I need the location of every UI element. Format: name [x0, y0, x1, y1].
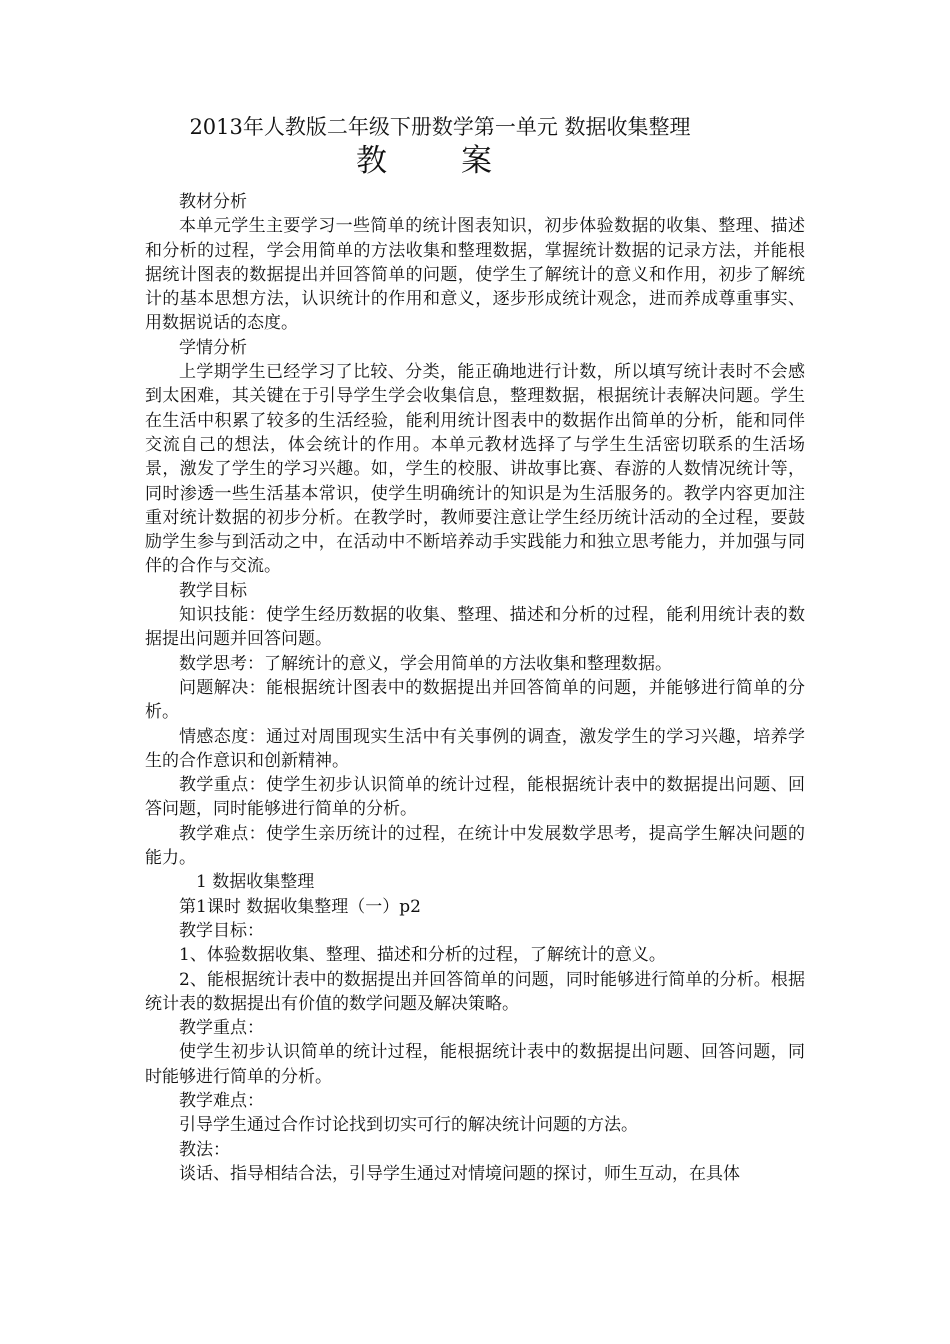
document-body	[145, 190, 805, 1186]
paragraph: 使学生初步认识简单的统计过程，能根据统计表中的数据提出问题、回答问题，同时能够进行简单的分析。	[145, 1042, 805, 1087]
section-heading: 教学目标	[179, 580, 247, 601]
lesson-heading: 第1课时 数据收集整理（一）p2	[179, 896, 421, 917]
document-title: 2013年人教版二年级下册数学第一单元 数据收集整理	[189, 115, 691, 139]
section-heading: 教材分析	[179, 192, 247, 212]
paragraph: 引导学生通过合作讨论找到切实可行的解决统计问题的方法。	[179, 1115, 638, 1136]
paragraph: 谈话、指导相结合法，引导学生通过对情境问题的探讨，师生互动，在具体	[179, 1163, 740, 1184]
section-heading: 教学目标：	[179, 920, 264, 941]
subtitle-char-1: 教	[356, 143, 389, 179]
paragraph: 本单元学生主要学习一些简单的统计图表知识，初步体验数据的收集、整理、描述和分析的过程，学会用简单的方法收集和整理数据，掌握统计数据的记录方法，并能根据统计图表的数据提出并回答简单的问题，使学生了解统计的意义和作用，初步了解统计的基本思想方法，认识统计的作用和意义，逐步形成统计观念，进而养成尊重事实、用数据说话的态度。	[145, 216, 805, 334]
section-heading: 教法：	[179, 1139, 230, 1160]
section-heading: 1 数据收集整理	[196, 872, 315, 893]
paragraph: 上学期学生已经学习了比较、分类，能正确地进行计数，所以填写统计表时不会感到太困难，其关键在于引导学生学会收集信息，整理数据，根据统计表解决问题。学生在生活中积累了较多的生活经验，能利用统计图表中的数据作出简单的分析，能和同伴交流自己的想法，体会统计的作用。本单元教材选择了与学生生活密切联系的生活场景，激发了学生的学习兴趣。如，学生的校服、讲故事比赛、春游的人数情况统计等，同时渗透一些生活基本常识，使学生明确统计的知识是为生活服务的。教学内容更加注重对统计数据的初步分析。在教学时，教师要注意让学生经历统计活动的全过程，要鼓励学生参与到活动之中，在活动中不断培养动手实践能力和独立思考能力，并加强与同伴的合作与交流。	[145, 362, 805, 577]
paragraph: 1、体验数据收集、整理、描述和分析的过程，了解统计的意义。	[179, 945, 666, 966]
paragraph: 情感态度：通过对周围现实生活中有关事例的调查，激发学生的学习兴趣，培养学生的合作意识和创新精神。	[145, 726, 805, 771]
paragraph: 教学难点：使学生亲历统计的过程，在统计中发展数学思考，提高学生解决问题的能力。	[145, 823, 805, 869]
document-subtitle	[0, 142, 850, 180]
section-heading: 学情分析	[179, 337, 247, 358]
paragraph: 问题解决：能根据统计图表中的数据提出并回答简单的问题，并能够进行简单的分析。	[145, 677, 805, 723]
section-heading: 教学难点：	[179, 1090, 264, 1111]
section-heading: 教学重点：	[179, 1018, 264, 1039]
subtitle-char-2: 案	[461, 143, 494, 179]
paragraph: 知识技能：使学生经历数据的收集、整理、描述和分析的过程，能利用统计表的数据提出问题并回答问题。	[145, 605, 805, 650]
paragraph: 教学重点：使学生初步认识简单的统计过程，能根据统计表中的数据提出问题、回答问题，同时能够进行简单的分析。	[145, 775, 805, 820]
paragraph: 数学思考：了解统计的意义，学会用简单的方法收集和整理数据。	[179, 653, 672, 674]
paragraph: 2、能根据统计表中的数据提出并回答简单的问题，同时能够进行简单的分析。根据统计表的数据提出有价值的数学问题及解决策略。	[145, 969, 805, 1014]
